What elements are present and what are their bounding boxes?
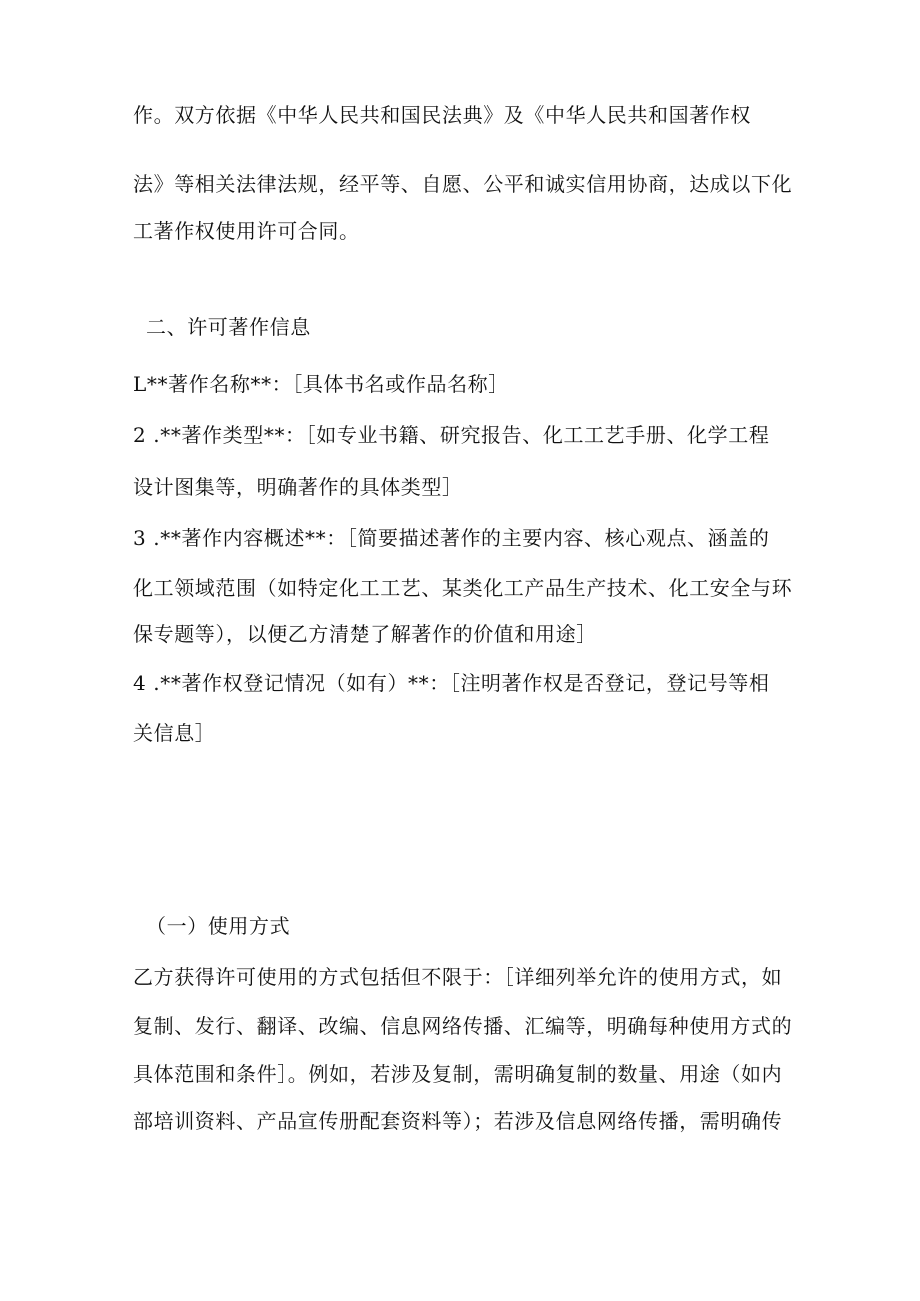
usage-line-3: 具体范围和条件］。例如，若涉及复制，需明确复制的数量、用途（如内 xyxy=(133,1062,783,1086)
intro-line-2: 法》等相关法律法规，经平等、自愿、公平和诚实信用协商，达成以下化 xyxy=(133,172,793,196)
item-4-line-1: 4 .**著作权登记情况（如有）**：［注明著作权是否登记，登记号等相 xyxy=(133,671,770,695)
subsection-1-heading: （一）使用方式 xyxy=(146,914,291,938)
item-3-line-1: 3 .**著作内容概述**：［简要描述著作的主要内容、核心观点、涵盖的 xyxy=(133,526,770,550)
intro-line-3: 工著作权使用许可合同。 xyxy=(133,219,360,243)
usage-line-2: 复制、发行、翻译、改编、信息网络传播、汇编等，明确每种使用方式的 xyxy=(133,1014,793,1038)
usage-line-4: 部培训资料、产品宣传册配套资料等）；若涉及信息网络传播，需明确传 xyxy=(133,1109,783,1133)
usage-line-1: 乙方获得许可使用的方式包括但不限于：［详细列举允许的使用方式，如 xyxy=(133,965,783,989)
section-2-heading: 二、许可著作信息 xyxy=(146,315,311,339)
item-2-line-2: 设计图集等，明确著作的具体类型］ xyxy=(133,475,463,499)
item-1-title: L**著作名称**：［具体书名或作品名称］ xyxy=(133,372,509,396)
item-4-line-2: 关信息］ xyxy=(133,721,216,745)
item-3-line-2: 化工领域范围（如特定化工工艺、某类化工产品生产技术、化工安全与环 xyxy=(133,576,793,600)
item-2-line-1: 2 .**著作类型**：［如专业书籍、研究报告、化工工艺手册、化学工程 xyxy=(133,423,770,447)
intro-line-1: 作。双方依据《中华人民共和国民法典》及《中华人民共和国著作权 xyxy=(133,103,751,127)
item-3-line-3: 保专题等），以便乙方清楚了解著作的价值和用途］ xyxy=(133,622,597,646)
